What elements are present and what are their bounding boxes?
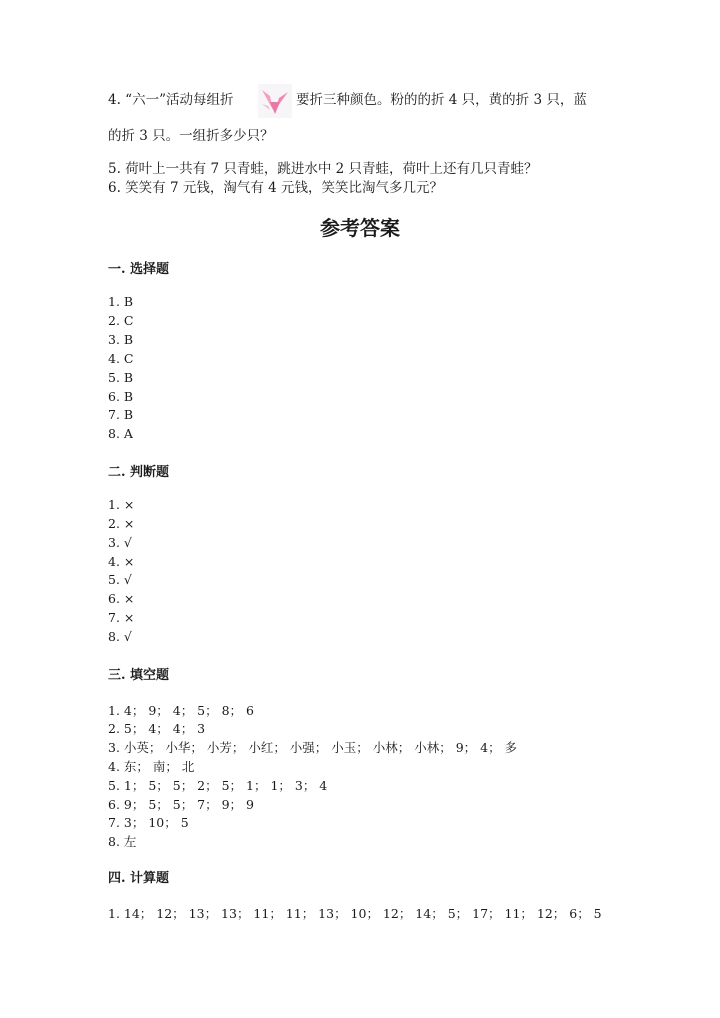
answer-item: 3. B: [108, 332, 134, 347]
answer-item: 4. ×: [108, 554, 135, 569]
answer-title: 参考答案: [320, 216, 400, 240]
question-4-text-line2: 的折 3 只。一组折多少只？: [108, 128, 274, 144]
answer-item: 7. B: [108, 407, 134, 422]
answer-item: 1. 14； 12； 13； 13； 11； 11； 13； 10； 12； 14； 5； 17； 11； 12； 6； 5: [108, 906, 602, 921]
answer-item: 8. A: [108, 426, 133, 441]
answer-item: 7. 3； 10； 5: [108, 815, 189, 830]
answer-item: 5. B: [108, 370, 134, 385]
question-5-text: 5. 荷叶上一共有 7 只青蛙，跳进水中 2 只青蛙，荷叶上还有几只青蛙？: [108, 161, 538, 177]
answer-item: 5. 1； 5； 5； 2； 5； 1； 1； 3； 4: [108, 778, 328, 793]
question-4-text-part1: 4. “六一”活动每组折: [108, 92, 234, 108]
answer-item: 1. B: [108, 294, 134, 309]
answer-item: 2. C: [108, 313, 134, 328]
section-heading-judgement: 二. 判断题: [108, 465, 170, 480]
section-heading-choice: 一. 选择题: [108, 262, 170, 277]
answer-item: 8. √: [108, 629, 132, 644]
question-6-text: 6. 笑笑有 7 元钱，淘气有 4 元钱，笑笑比淘气多几元？: [108, 180, 444, 196]
answer-item: 4. 东； 南； 北: [108, 759, 195, 774]
answer-item: 7. ×: [108, 610, 135, 625]
answer-item: 8. 左: [108, 834, 137, 849]
answer-item: 5. √: [108, 572, 132, 587]
section-heading-fill-blank: 三. 填空题: [108, 668, 170, 683]
answer-item: 2. 5； 4； 4； 3: [108, 721, 206, 736]
answer-item: 2. ×: [108, 516, 135, 531]
answer-item: 1. 4； 9； 4； 5； 8； 6: [108, 703, 254, 718]
answer-item: 4. C: [108, 351, 134, 366]
answer-item: 6. 9； 5； 5； 7； 9； 9: [108, 797, 254, 812]
answer-item: 3. 小英； 小华； 小芳； 小红； 小强； 小玉； 小林； 小林； 9； 4； 多: [108, 740, 518, 755]
answer-item: 3. √: [108, 535, 132, 550]
paper-crane-icon: [258, 84, 292, 118]
question-4-text-part2: 要折三种颜色。粉的的折 4 只，黄的折 3 只，蓝: [296, 92, 587, 108]
section-heading-calculation: 四. 计算题: [108, 871, 170, 886]
answer-item: 1. ×: [108, 497, 135, 512]
answer-item: 6. ×: [108, 591, 135, 606]
answer-item: 6. B: [108, 389, 134, 404]
